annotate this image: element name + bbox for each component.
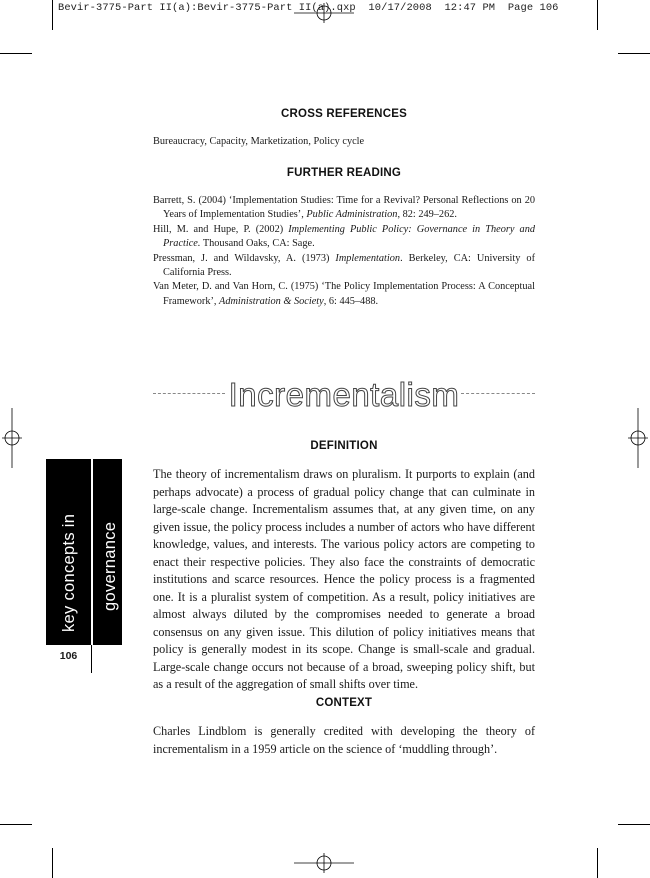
- registration-mark-bottom-icon: [294, 853, 354, 873]
- side-tab-line1: key concepts in: [60, 513, 78, 632]
- crop-mark-bottom-right-h: [618, 824, 650, 825]
- entry-title-svg: [153, 372, 535, 416]
- slug-line: Bevir-3775-Part II(a):Bevir-3775-Part II(a).qxp 10/17/2008 12:47 PM Page 106: [58, 2, 559, 14]
- reference-item: Pressman, J. and Wildavsky, A. (1973) Implementation. Berkeley, CA: University of California Press.: [153, 252, 535, 279]
- registration-mark-top-icon: [294, 3, 354, 23]
- reference-item: Van Meter, D. and Van Horn, C. (1975) ‘The Policy Implementation Process: A Conceptual Framework’, Administration & Society, 6: 445–488.: [153, 281, 535, 307]
- entry-title-block: [153, 372, 535, 416]
- crop-mark-bottom-left-h: [0, 824, 32, 825]
- registration-mark-right-icon: [628, 408, 648, 468]
- page-number: 106: [59, 650, 78, 662]
- side-tab-line2: governance: [101, 521, 119, 611]
- crop-mark-bottom-right-v: [597, 848, 598, 878]
- definition-heading: DEFINITION: [310, 440, 378, 452]
- reference-item: Hill, M. and Hupe, P. (2002) Implementing Public Policy: Governance in Theory and Practice. Thousand Oaks, CA: Sage.: [153, 223, 535, 250]
- registration-mark-left-icon: [2, 408, 22, 468]
- further-reading-heading: FURTHER READING: [286, 167, 402, 179]
- crop-mark-top-right-v: [597, 0, 598, 30]
- context-heading: CONTEXT: [315, 697, 373, 709]
- definition-paragraph: The theory of incrementalism draws on pluralism. It purports to explain (and perhaps advocate) a process of gradual policy change that can culminate in large-scale change. Incrementalism assumes that, at any given time, on any given issue, the policy process includes a number of actors who have different knowledge, values, and interests. The various policy actors are competing to enact their respective policies. They also face the constraints of democratic institutions and scarce resources. Hence the policy process is a fragmented one. It is a pluralist system of competition. As a result, policy initiatives are almost always diluted by the compromises needed to generate a broad consensus on any given issue. This dilution of policy initiatives means that policy is generally modest in its scope. Change is small-scale and gradual. Large-scale change occurs not because of a broad, sweeping policy shift, but as a result of the aggregation of small shifts over time.: [153, 467, 535, 691]
- further-reading-list: [153, 194, 535, 309]
- page-number-rule: [91, 645, 92, 673]
- reference-item: Barrett, S. (2004) ‘Implementation Studies: Time for a Revival? Personal Reflections on 20 Years of Implementation Studies’, Public Administration, 82: 249–262.: [153, 195, 535, 221]
- crop-mark-bottom-left-v: [52, 848, 53, 878]
- crop-mark-top-left-h: [0, 53, 32, 54]
- context-paragraph: Charles Lindblom is generally credited with developing the theory of incrementalism in a 1959 article on the science of ‘muddling through’.: [153, 724, 535, 756]
- crop-mark-top-left-v: [52, 0, 53, 30]
- title-rule-right: [461, 393, 535, 394]
- crop-mark-top-right-h: [618, 53, 650, 54]
- side-tab-divider: [91, 459, 93, 645]
- entry-title: Incrementalism: [228, 376, 460, 413]
- cross-references-heading: CROSS REFERENCES: [281, 108, 407, 120]
- cross-references-list: Bureaucracy, Capacity, Marketization, Policy cycle: [153, 136, 365, 147]
- side-tab: [46, 459, 122, 645]
